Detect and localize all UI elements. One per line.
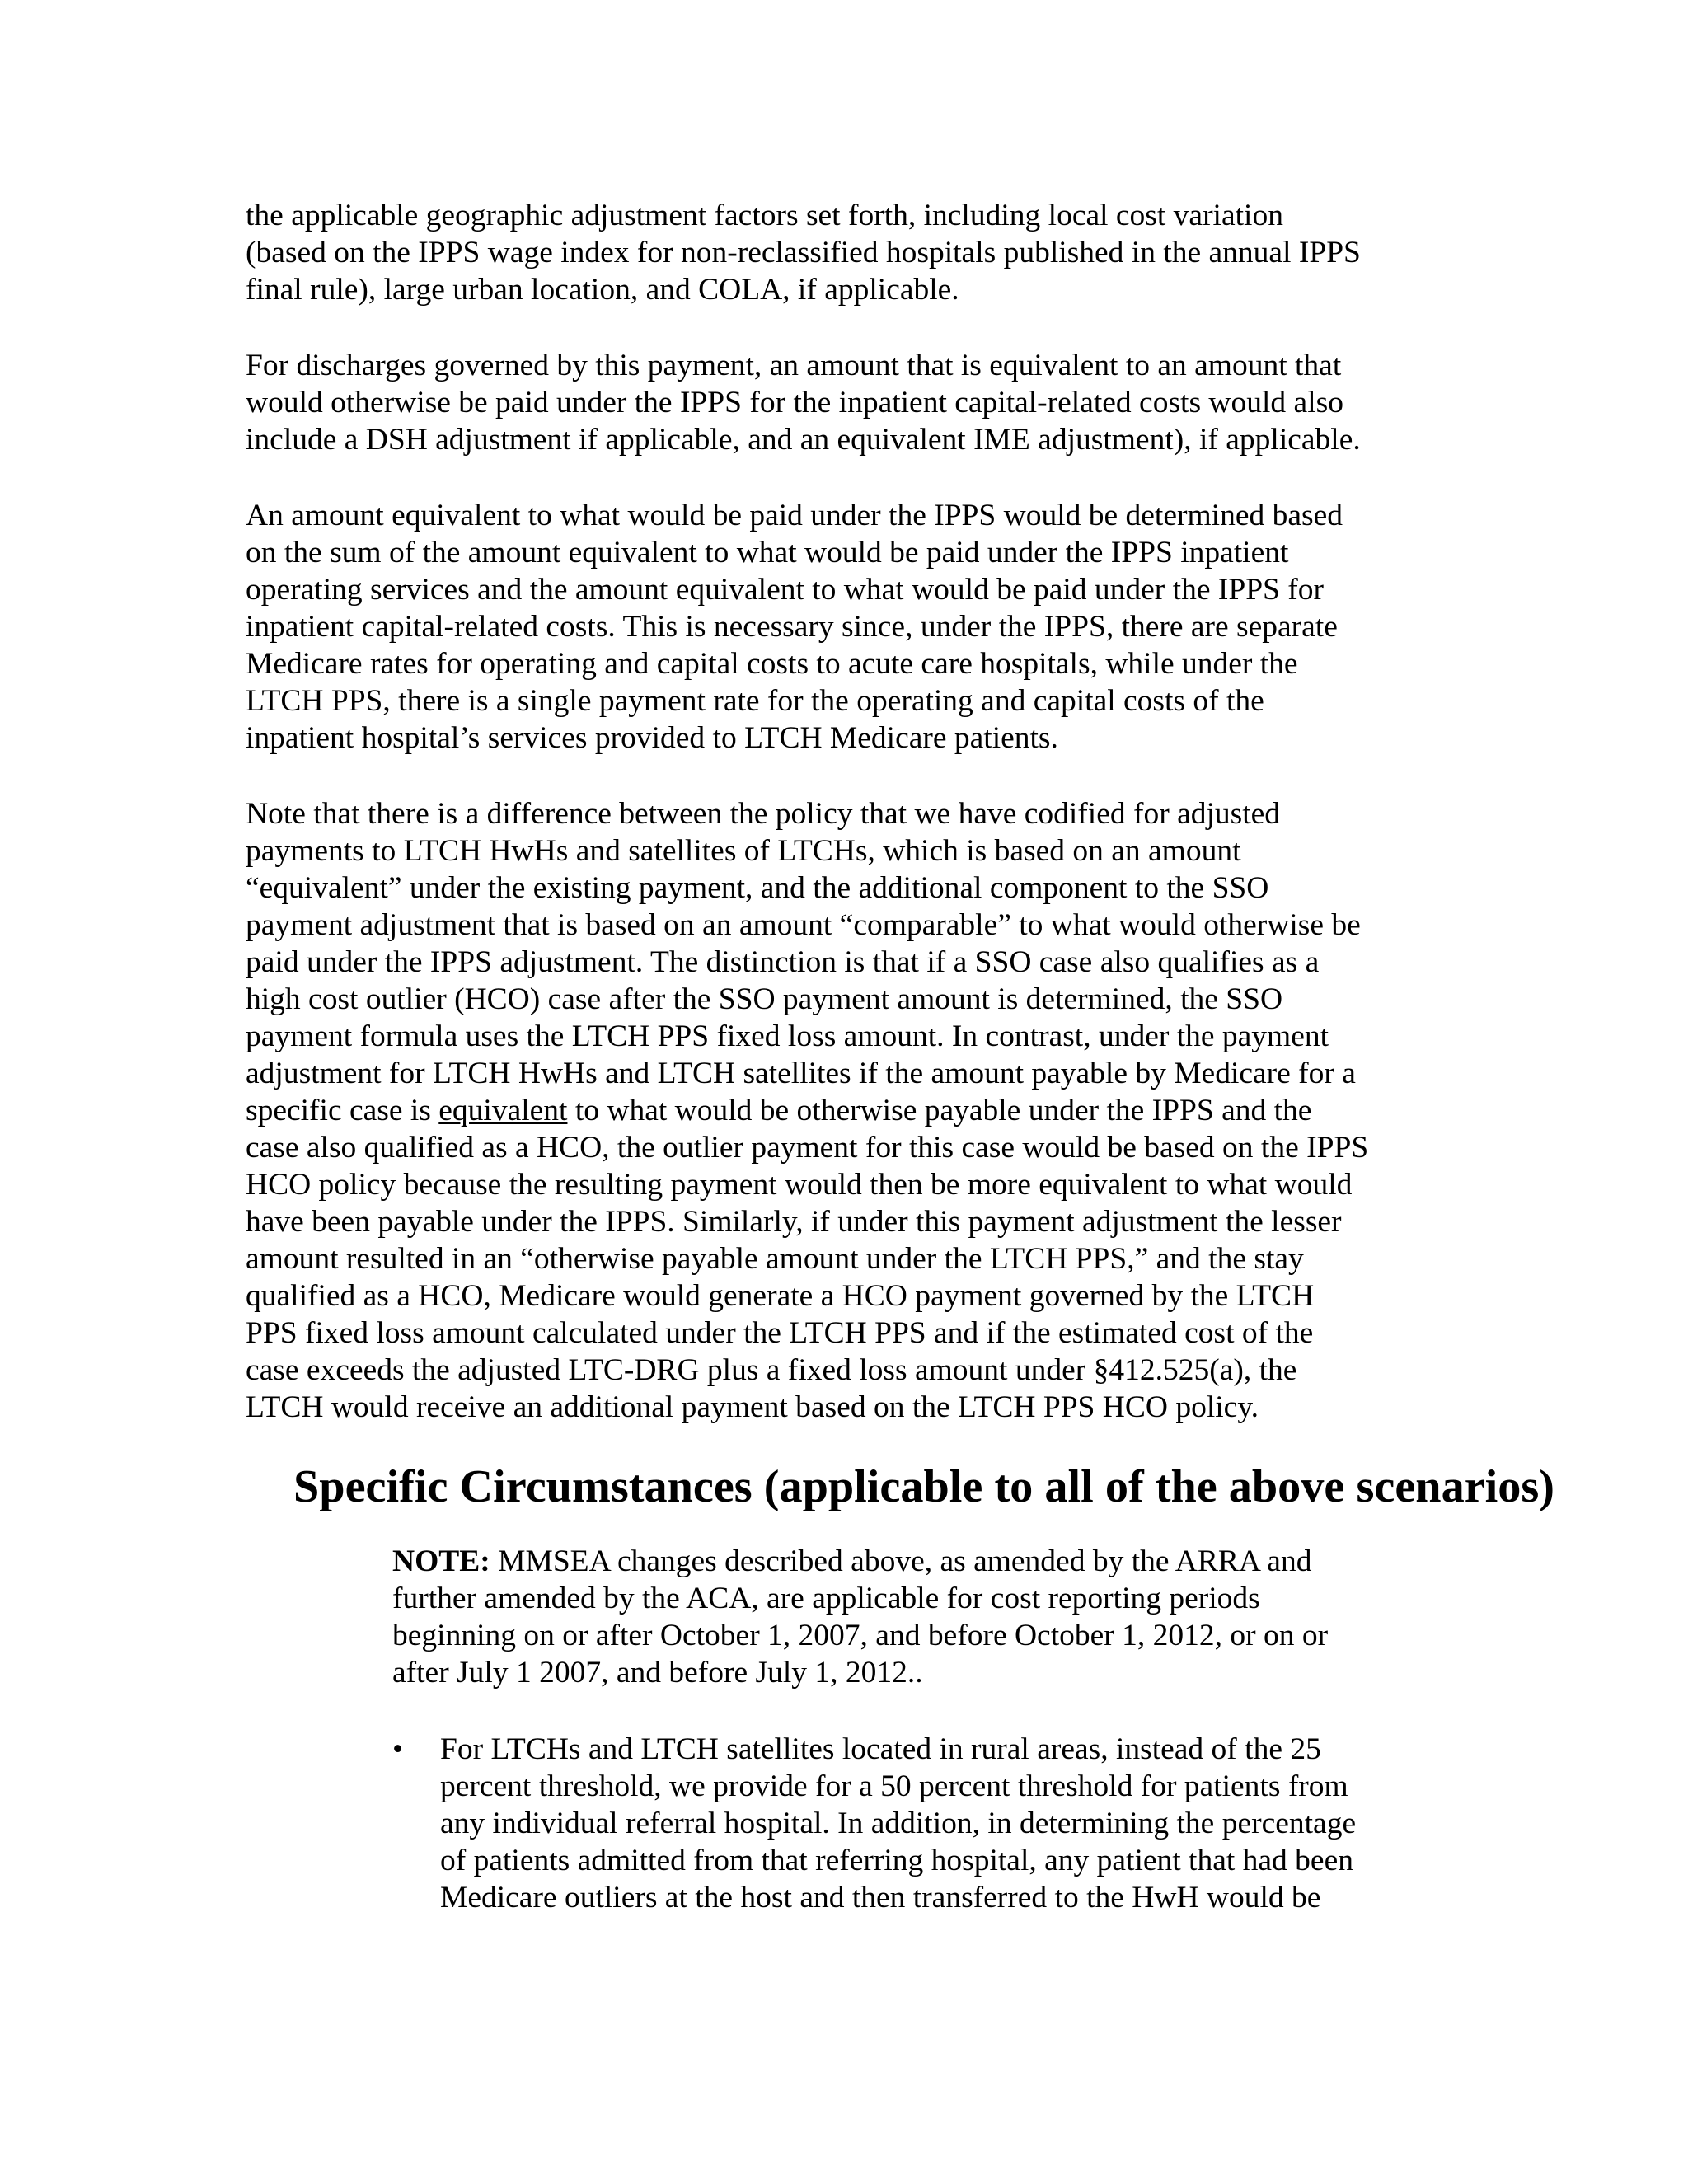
text-line: final rule), large urban location, and COLA, if applicable.: [246, 273, 959, 307]
text-line: adjustment for LTCH HwHs and LTCH satellites if the amount payable by Medicare for a: [246, 1057, 1356, 1090]
text-line: after July 1 2007, and before July 1, 2012..: [392, 1656, 923, 1690]
text-line: Note that there is a difference between the policy that we have codified for adjusted: [246, 797, 1281, 831]
text-line: payments to LTCH HwHs and satellites of LTCHs, which is based on an amount: [246, 834, 1241, 868]
text-line: paid under the IPPS adjustment. The distinction is that if a SSO case also qualifies as a: [246, 945, 1320, 979]
text-line: payment formula uses the LTCH PPS fixed loss amount. In contrast, under the payment: [246, 1019, 1329, 1053]
text-line: qualified as a HCO, Medicare would generate a HCO payment governed by the LTCH: [246, 1279, 1315, 1313]
bullet-list: [392, 1731, 1356, 1916]
text-line: the applicable geographic adjustment factors set forth, including local cost variation: [246, 199, 1283, 232]
text-line: An amount equivalent to what would be paid under the IPPS would be determined based: [246, 499, 1343, 532]
text-line: on the sum of the amount equivalent to what would be paid under the IPPS inpatient: [246, 536, 1289, 569]
paragraph-geographic-adjustment: [246, 197, 1449, 308]
text-line: PPS fixed loss amount calculated under the LTCH PPS and if the estimated cost of the: [246, 1316, 1314, 1350]
text-line: For discharges governed by this payment, an amount that is equivalent to an amount that: [246, 349, 1342, 382]
text-line: operating services and the amount equivalent to what would be paid under the IPPS for: [246, 573, 1325, 607]
text-line: inpatient hospital’s services provided to LTCH Medicare patients.: [246, 721, 1058, 755]
text-line: beginning on or after October 1, 2007, and before October 1, 2012, or on or: [392, 1619, 1329, 1652]
text-line-with-underline: [246, 1092, 1449, 1129]
text-line: of patients admitted from that referring hospital, any patient that had been: [440, 1844, 1353, 1877]
text-fragment: MMSEA changes described above, as amended by the ARRA and: [490, 1544, 1312, 1578]
text-line: have been payable under the IPPS. Similarly, if under this payment adjustment the lesser: [246, 1205, 1342, 1239]
text-line: high cost outlier (HCO) case after the SSO payment amount is determined, the SSO: [246, 982, 1283, 1016]
paragraph-discharges: [246, 347, 1449, 458]
text-line: include a DSH adjustment if applicable, and an equivalent IME adjustment), if applicable.: [246, 423, 1361, 457]
list-item: [392, 1731, 1356, 1916]
text-line: percent threshold, we provide for a 50 percent threshold for patients from: [440, 1769, 1348, 1803]
text-line: “equivalent” under the existing payment, and the additional component to the SSO: [246, 871, 1269, 905]
text-line: case also qualified as a HCO, the outlier payment for this case would be based on the IPPS: [246, 1131, 1369, 1165]
text-fragment: specific case is: [246, 1094, 439, 1127]
note-first-line: [392, 1543, 1328, 1580]
text-line: further amended by the ACA, are applicable for cost reporting periods: [392, 1582, 1260, 1615]
note-label: NOTE:: [392, 1544, 490, 1578]
text-line: (based on the IPPS wage index for non-reclassified hospitals published in the annual IPPS: [246, 236, 1361, 269]
text-fragment: to what would be otherwise payable under the IPPS and the: [567, 1094, 1312, 1127]
text-line: amount resulted in an “otherwise payable amount under the LTCH PPS,” and the stay: [246, 1242, 1304, 1276]
text-line: LTCH would receive an additional payment based on the LTCH PPS HCO policy.: [246, 1390, 1259, 1424]
text-line: inpatient capital-related costs. This is necessary since, under the IPPS, there are separate: [246, 610, 1338, 644]
text-line: payment adjustment that is based on an amount “comparable” to what would otherwise be: [246, 908, 1361, 942]
note-block: [392, 1543, 1328, 1691]
text-line: Medicare outliers at the host and then transferred to the HwH would be: [440, 1881, 1321, 1915]
underlined-term-equivalent: equivalent: [438, 1094, 568, 1127]
text-line: any individual referral hospital. In addition, in determining the percentage: [440, 1807, 1357, 1840]
text-line: Medicare rates for operating and capital costs to acute care hospitals, while under the: [246, 647, 1298, 681]
paragraph-equivalent-amount: [246, 497, 1449, 757]
paragraph-difference-note: [246, 795, 1449, 1426]
text-line: For LTCHs and LTCH satellites located in rural areas, instead of the 25: [440, 1732, 1321, 1766]
section-heading: Specific Circumstances (applicable to all of the above scenarios): [293, 1461, 1555, 1512]
text-line: HCO policy because the resulting payment would then be more equivalent to what would: [246, 1168, 1353, 1202]
text-line: would otherwise be paid under the IPPS for the inpatient capital-related costs would also: [246, 386, 1343, 419]
bullet-icon: •: [392, 1732, 404, 1766]
text-line: LTCH PPS, there is a single payment rate for the operating and capital costs of the: [246, 684, 1264, 718]
text-line: case exceeds the adjusted LTC-DRG plus a fixed loss amount under §412.525(a), the: [246, 1353, 1297, 1387]
